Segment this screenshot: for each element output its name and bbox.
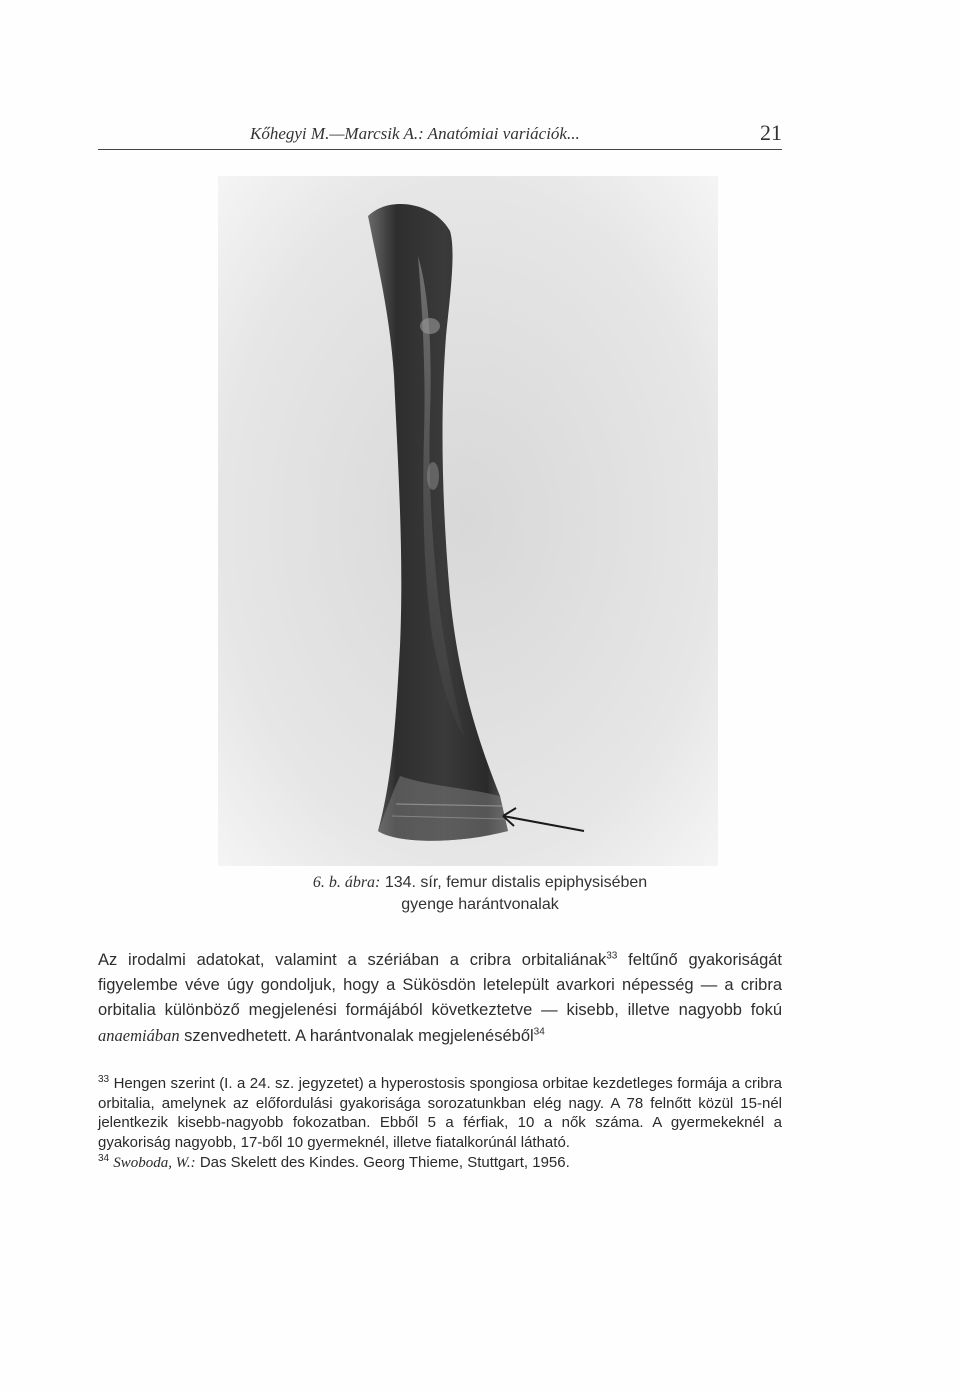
caption-line-2: gyenge harántvonalak <box>401 896 559 913</box>
footnote-mark-34: 34 <box>98 1153 110 1164</box>
footnote-34-author: Swoboda, W.: <box>113 1155 196 1171</box>
body-italic-term: anaemiában <box>98 1026 180 1045</box>
body-text-part: Az irodalmi adatokat, valamint a szériában a cribra orbitaliának <box>98 951 607 969</box>
footnotes <box>98 1074 782 1175</box>
footnote-mark-33: 33 <box>98 1074 110 1085</box>
xray-figure <box>218 176 718 866</box>
running-header <box>98 120 782 150</box>
femur-xray-image <box>218 176 718 866</box>
caption-label: 6. b. ábra: <box>312 874 381 891</box>
body-text-part: feltűnő gyakoriságát figyelembe véve úgy gondoljuk, hogy a Sükösdön letelepült avarkori népesség — a cribra orbitalia különböző megjelenési formájából következtetve — kisebb, illetve nagyobb fokú <box>98 951 782 1019</box>
body-text-part: szenvedhetett. A harántvonalak megjelenéséből <box>179 1027 534 1045</box>
footnote-34-text: Das Skelett des Kindes. Georg Thieme, Stuttgart, 1956. <box>195 1154 570 1171</box>
footnote-ref-33[interactable]: 33 <box>606 950 618 962</box>
footnote-33 <box>98 1074 782 1152</box>
page-number: 21 <box>760 120 782 145</box>
body-paragraph <box>98 948 782 1049</box>
footnote-33-text: Hengen szerint (I. a 24. sz. jegyzetet) a hyperostosis spongiosa orbitae kezdetleges formája a cribra orbitalia, amelynek az előfordulási gyakorisága sorozatunkban elég nagy. A 78 felnőtt közül 15-nél jelentkezik kisebb-nagyobb fokozatban. Ebből 5 a férfiak, 10 a nők száma. A gyermekeknél a gyakoriság nagyobb, 17-ből 10 gyermeknél, illetve fiatalkorúnál látható. <box>98 1075 782 1151</box>
footnote-ref-34[interactable]: 34 <box>533 1026 545 1038</box>
header-rule <box>98 149 782 150</box>
figure-caption <box>220 872 740 916</box>
caption-line-1: 134. sír, femur distalis epiphysisében <box>384 874 648 891</box>
footnote-34 <box>98 1153 782 1174</box>
running-title: Kőhegyi M.—Marcsik A.: Anatómiai variációk... <box>250 124 580 143</box>
